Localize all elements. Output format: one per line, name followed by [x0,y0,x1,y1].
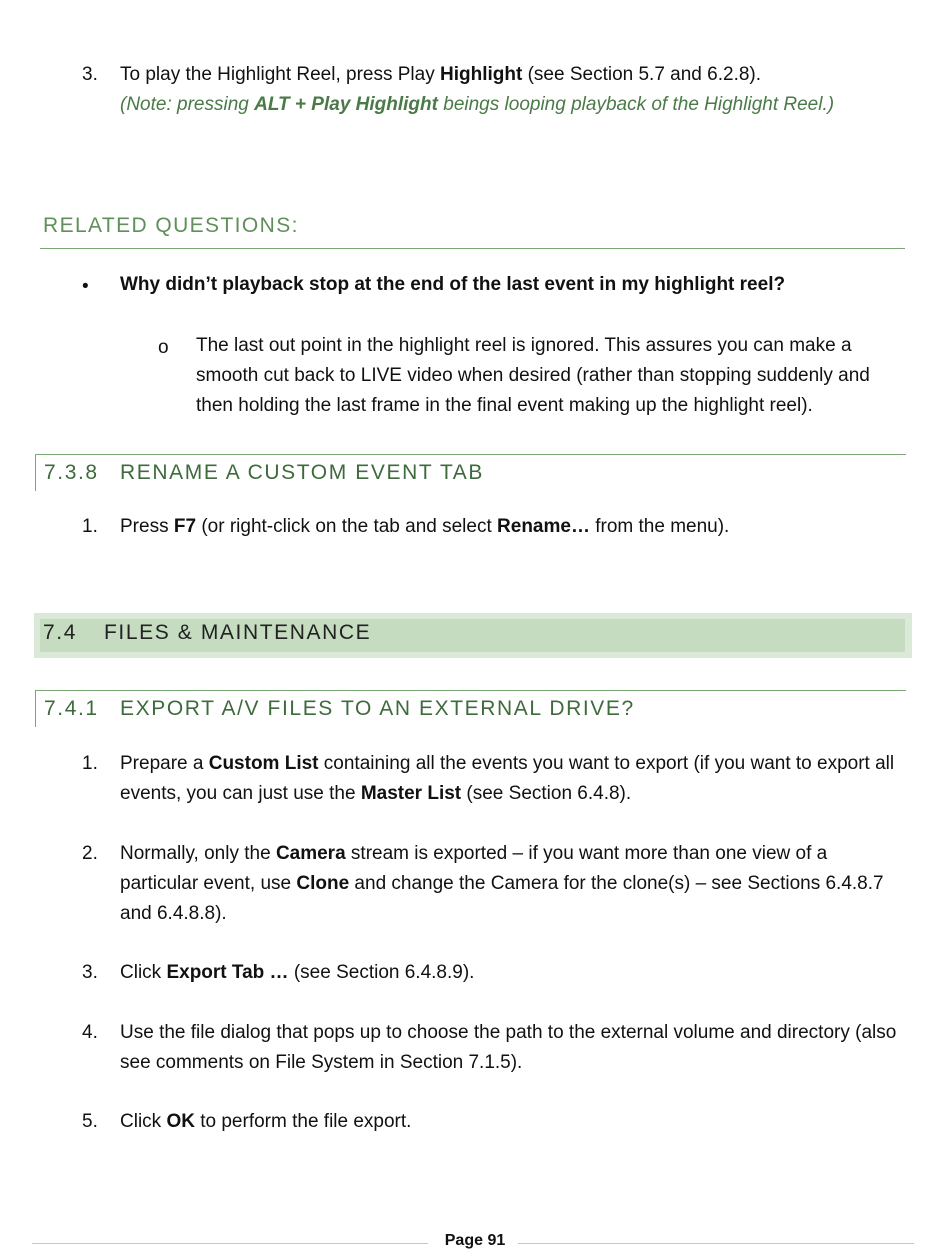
list-number: 2. [82,843,98,864]
list-number: 3. [82,64,98,85]
bullet-icon: • [82,276,89,297]
related-questions-heading: RELATED QUESTIONS: [43,214,299,237]
faq-answer: The last out point in the highlight reel is ignored. This assures you can make a smooth cut back to LIVE video when desired (rather than stopping suddenly and then holding the last frame in the final event making up the highlight reel). [196,335,870,416]
step-text: Click Export Tab … (see Section 6.4.8.9). [120,962,475,983]
step-text: Prepare a Custom List containing all the events you want to export (if you want to export all events, you can just use the Master List (see Section 6.4.8). [120,753,895,804]
section-title: RENAME A CUSTOM EVENT TAB [120,461,485,484]
section-number: 7.3.8 [44,461,99,484]
list-number: 3. [82,962,98,983]
sub-bullet-icon: o [158,337,169,358]
step-text: Use the file dialog that pops up to choose the path to the external volume and directory (also see comments on File System in Section 7.1.5). [120,1022,897,1073]
section-heading-7-4-1 [35,690,906,727]
section-heading-7-3-8 [35,454,906,491]
list-number: 1. [82,516,98,537]
section-title: FILES & MAINTENANCE [104,621,372,644]
faq-question: Why didn’t playback stop at the end of the last event in my highlight reel? [120,274,786,295]
section-title: EXPORT A/V FILES TO AN EXTERNAL DRIVE? [120,697,635,720]
page-number: Page 91 [444,1232,506,1249]
section-number: 7.4 [43,621,77,644]
section-number: 7.4.1 [44,697,99,720]
heading-rule [40,248,905,249]
step-text: Press F7 (or right-click on the tab and select Rename… from the menu). [120,516,730,537]
list-number: 5. [82,1111,98,1132]
step-text: To play the Highlight Reel, press Play Highlight (see Section 5.7 and 6.2.8). [120,64,762,85]
list-number: 4. [82,1022,98,1043]
step-text: Normally, only the Camera stream is exported – if you want more than one view of a particular event, use Clone and change the Camera for the clone(s) – see Sections 6.4.8.7 and 6.4.8.8). [120,843,884,924]
note-text: (Note: pressing ALT + Play Highlight beings looping playback of the Highlight Reel.) [120,94,835,115]
step-text: Click OK to perform the file export. [120,1111,412,1132]
list-number: 1. [82,753,98,774]
